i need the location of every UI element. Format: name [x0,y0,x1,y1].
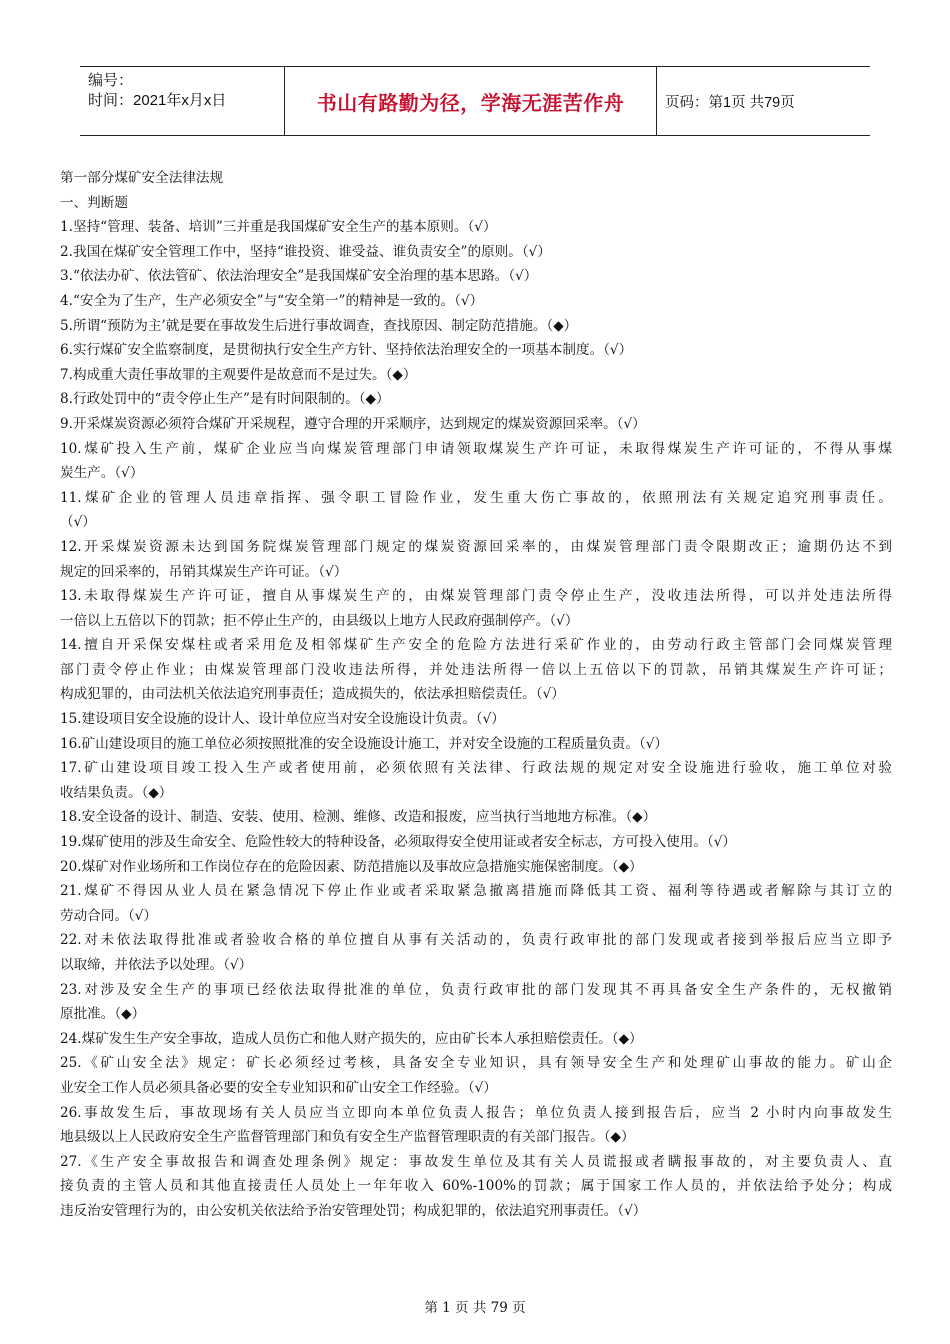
text-line: 劳动合同。（√） [60,907,158,924]
text-line: 17.矿山建设项目竣工投入生产或者使用前，必须依照有关法律、行政法规的规定对安全设施进行验收，施工单位对验 [60,760,892,777]
text-line: 15.建设项目安全设施的设计人、设计单位应当对安全设施设计负责。（√） [60,711,505,728]
text-line: 23.对涉及安全生产的事项已经依法取得批准的单位，负责行政审批的部门发现其不再具备安全生产条件的，无权撤销 [60,981,892,998]
text-line: 11.煤矿企业的管理人员违章指挥、强令职工冒险作业，发生重大伤亡事故的，依照刑法有关规定追究刑事责任。 [60,489,892,506]
text-line: 4.“安全为了生产，生产必须安全”与“安全第一”的精神是一致的。（√） [60,292,484,309]
text-line: 24.煤矿发生生产安全事故，造成人员伤亡和他人财产损失的，应由矿长本人承担赔偿责任。（◆） [60,1030,643,1047]
document-body [60,166,892,1224]
text-line: 6.实行煤矿安全监察制度，是贯彻执行安全生产方针、坚持依法治理安全的一项基本制度。（√） [60,342,633,359]
text-line: 21.煤矿不得因从业人员在紧急情况下停止作业或者采取紧急撤离措施而降低其工资、福利等待遇或者解除与其订立的 [60,883,892,900]
text-line: （√） [60,514,96,531]
text-line: 14.擅自开采保安煤柱或者采用危及相邻煤矿生产安全的危险方法进行采矿作业的，由劳动行政主管部门会同煤炭管理 [60,637,892,654]
subsection-title: 一、判断题 [60,194,128,211]
text-line: 构成犯罪的，由司法机关依法追究刑事责任；造成损失的，依法承担赔偿责任。（√） [60,686,565,703]
text-line: 炭生产。（√） [60,465,144,482]
page-indicator: 页码：第1页 共79页 [665,94,795,111]
section-title: 第一部分煤矿安全法律法规 [60,170,224,186]
text-line: 10.煤矿投入生产前，煤矿企业应当向煤炭管理部门申请领取煤炭生产许可证，未取得煤炭生产许可证的，不得从事煤 [60,440,892,457]
text-line: 以取缔，并依法予以处理。（√） [60,957,253,973]
text-line: 27.《生产安全事故报告和调查处理条例》规定：事故发生单位及其有关人员谎报或者瞒报事故的，对主要负责人、直 [60,1153,892,1170]
header-page-cell [657,67,870,135]
text-line: 部门责令停止作业；由煤炭管理部门没收违法所得，并处违法所得一倍以上五倍以下的罚款，吊销其煤炭生产许可证； [60,661,892,678]
text-line: 20.煤矿对作业场所和工作岗位存在的危险因素、防范措施以及事故应急措施实施保密制度。（◆） [60,858,643,875]
text-line: 18.安全设备的设计、制造、安装、使用、检测、维修、改造和报废，应当执行当地地方标准。（◆） [60,809,657,826]
text-line: 一倍以上五倍以下的罚款；拒不停止生产的，由县级以上地方人民政府强制停产。（√） [60,612,579,629]
text-line: 规定的回采率的，吊销其煤炭生产许可证。（√） [60,563,348,580]
text-line: 原批准。（◆） [60,1006,146,1023]
text-line: 1.坚持“管理、装备、培训”三并重是我国煤矿安全生产的基本原则。（√） [60,219,497,236]
text-line: 5.所谓“预防为主’就是要在事故发生后进行事故调查，查找原因、制定防范措施。（◆） [60,317,578,334]
document-number: 编号： [88,72,134,89]
text-line: 收结果负责。（◆） [60,784,173,801]
text-line: 13.未取得煤炭生产许可证，擅自从事煤炭生产的，由煤炭管理部门责令停止生产，没收违法所得，可以并处违法所得 [60,588,892,605]
text-line: 8.行政处罚中的“责令停止生产”是有时间限制的。（◆） [60,391,390,408]
text-line: 19.煤矿使用的涉及生命安全、危险性较大的特种设备，必须取得安全使用证或者安全标志，方可投入使用。（√） [60,834,736,851]
header-info-cell [80,67,285,135]
text-line: 业安全工作人员必须具备必要的安全专业知识和矿山安全工作经验。（√） [60,1079,497,1096]
text-line: 25.《矿山安全法》规定：矿长必须经过考核，具备安全专业知识，具有领导安全生产和处理矿山事故的能力。矿山企 [60,1055,892,1072]
text-line: 7.构成重大责任事故罪的主观要件是故意而不是过失。（◆） [60,366,417,383]
motto-text: 书山有路勤为径，学海无涯苦作舟 [316,90,625,115]
text-line: 接负责的主管人员和其他直接责任人员处上一年年收入 60%-100%的罚款；属于国家工作人员的，并依法给予处分；构成 [60,1178,892,1195]
header-table [80,66,870,136]
text-line: 2.我国在煤矿安全管理工作中，坚持“谁投资、谁受益、谁负责安全”的原则。（√） [60,243,551,260]
text-line: 地县级以上人民政府安全生产监督管理部门和负有安全生产监督管理职责的有关部门报告。（◆） [60,1129,635,1146]
page-footer: 第 1 页 共 79 页 [424,1300,526,1316]
text-line: 16.矿山建设项目的施工单位必须按照批准的安全设施设计施工，并对安全设施的工程质量负责。（√） [60,735,669,752]
text-line: 违反治安管理行为的，由公安机关依法给予治安管理处罚；构成犯罪的，依法追究刑事责任。（√） [60,1202,647,1219]
text-line: 9.开采煤炭资源必须符合煤矿开采规程，遵守合理的开采顺序，达到规定的煤炭资源回采率。（√） [60,415,646,432]
text-line: 26.事故发生后，事故现场有关人员应当立即向本单位负责人报告；单位负责人接到报告后，应当 2 小时内向事故发生 [60,1104,892,1121]
header-motto-cell [285,67,657,135]
text-line: 3.“依法办矿、依法管矿、依法治理安全”是我国煤矿安全治理的基本思路。（√） [60,268,538,285]
text-line: 22.对未依法取得批准或者验收合格的单位擅自从事有关活动的，负责行政审批的部门发现或者接到举报后应当立即予 [60,932,892,949]
document-date: 时间：2021年x月x日 [88,92,227,109]
text-line: 12.开采煤炭资源未达到国务院煤炭管理部门规定的煤炭资源回采率的，由煤炭管理部门责令限期改正；逾期仍达不到 [60,538,892,555]
